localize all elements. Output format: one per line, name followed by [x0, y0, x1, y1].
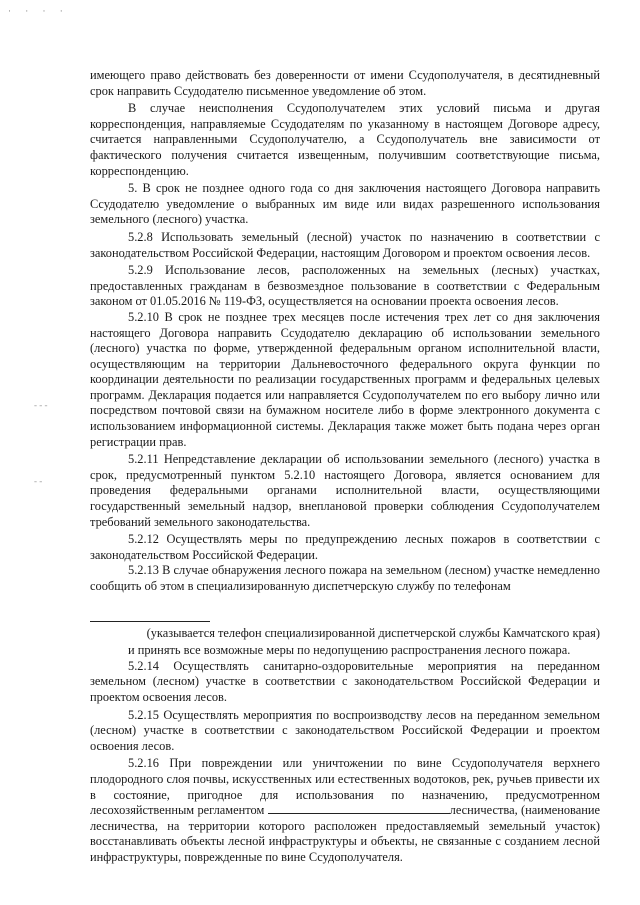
paragraph: имеющего право действовать без доверенности от имени Ссудополучателя, в десятидневный срок направить Ссудодателю письменное уведомление об этом. [90, 68, 600, 98]
phone-caption: (указывается телефон специализированной диспетчерской службы Камчатского края) [146, 625, 600, 640]
phone-blank-line [90, 621, 210, 622]
document-body [90, 68, 600, 866]
forestry-name-blank [268, 803, 450, 814]
margin-artifact: - - - [34, 400, 48, 410]
paragraph: В случае неисполнения Ссудополучателем этих условий письма и другая корреспонденция, направляемые Ссудодателям по указанному в настоящем Договоре адресу, считается направленными Ссудополучателю, а Ссудополучатель вне зависимости от фактического получения считается извещенным, получившим соответствующие письма, корреспонденцию. [90, 101, 600, 178]
scan-artifact: · · · · [8, 6, 69, 16]
paragraph: 5.2.8 Использовать земельный (лесной) участок по назначению в соответствии с законодательством Российской Федерации, настоящим Договором и проектом освоения лесов. [90, 229, 600, 260]
paragraph: 5. В срок не позднее одного года со дня заключения настоящего Договора направить Ссудодателю уведомление о выбранных им виде или видах разрешенного использования земельного (лесного) участка. [90, 181, 600, 227]
paragraph: 5.2.9 Использование лесов, расположенных на земельных (лесных) участках, предоставленных гражданам в безвозмездное пользование в соответствии с Федеральным законом от 01.05.2016 № 119-ФЗ, осуществляется на основании проекта освоения лесов. [90, 263, 600, 309]
paragraph-16-end: лесничества, (наименование лесничества, на территории которого расположен предоставляемый земельный участок) восстанавливать объекты лесной инфраструктуры и объекты, не связанные с созданием лесной инфраструктуры, поврежденные по вине Ссудополучателя. [90, 803, 600, 864]
paragraph-16-start: 5.2.16 При повреждении или уничтожении по вине Ссудополучателя верхнего плодородного слоя почвы, искусственных или естественных водотоков, рек, ручьев привести их в состояние, пригодное для использования по назначению, предусмотренном лесохозяйственным регламентом [90, 756, 600, 818]
paragraph: 5.2.13 В случае обнаружения лесного пожара на земельном (лесном) участке немедленно сообщить об этом в специализированную диспетчерскую службу по телефонам [90, 563, 600, 593]
paragraph-16 [90, 756, 600, 865]
paragraph: 5.2.15 Осуществлять мероприятия по воспроизводству лесов на переданном земельном (лесном) участке в соответствии с законодательством Российской Федерации и проектом освоения лесов. [90, 707, 600, 753]
paragraph: 5.2.14 Осуществлять санитарно-оздоровительные мероприятия на переданном земельном (лесном) участке в соответствии с законодательством Российской Федерации и проектом освоения лесов. [90, 658, 600, 704]
paragraph: 5.2.10 В срок не позднее трех месяцев после истечения трех лет со дня заключения настоящего Договора направить Ссудодателю декларацию об использовании земельного (лесного) участка по форме, утвержденной федеральным органом исполнительной власти, осуществляющим на территории Дальневосточного федерального округа функции по координации деятельности по реализации государственных программ и федеральных целевых программ. Декларация подается или направляется Ссудополучателем по его выбору лично или посредством почтовой связи на бумажном носителе либо в форме электронного документа с использованием информационной системы. Декларация также может быть подана через орган регистрации прав. [90, 309, 600, 449]
paragraph: и принять все возможные меры по недопущению распространения лесного пожара. [128, 643, 571, 658]
paragraph: 5.2.12 Осуществлять меры по предупреждению лесных пожаров в соответствии с законодательством Российской Федерации. [90, 532, 600, 562]
margin-artifact: - - [34, 476, 43, 486]
paragraph: 5.2.11 Непредставление декларации об использовании земельного (лесного) участка в срок, предусмотренный пунктом 5.2.10 настоящего Договора, является основанием для проведения федеральными органами исполнительной власти, осуществляющими государственный земельный надзор, внеплановой проверки соблюдения Ссудополучателем требований земельного законодательства. [90, 452, 600, 529]
